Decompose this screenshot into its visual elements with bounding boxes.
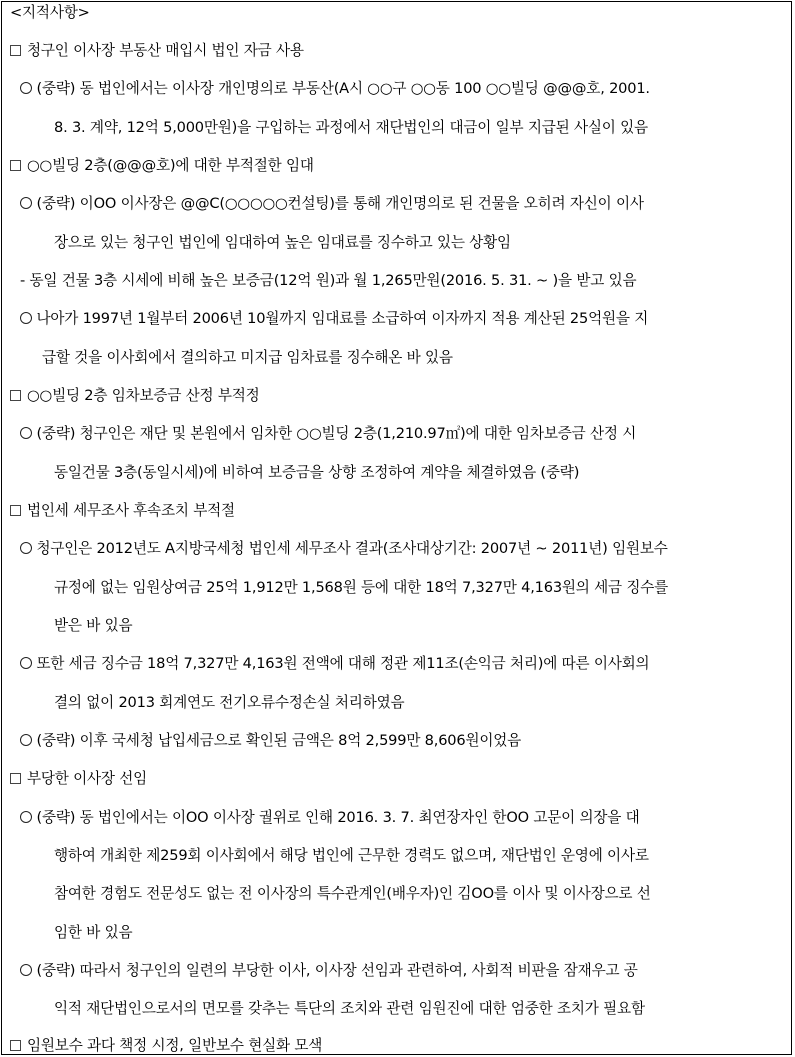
circle-bullet-icon (20, 811, 32, 823)
bullet-continuation: 임한 바 있음 (54, 924, 133, 941)
section-heading-text: 청구인 이사장 부동산 매입시 법인 자금 사용 (27, 42, 304, 59)
bullet-continuation: 참여한 경험도 전문성도 없는 전 이사장의 특수관계인(배우자)인 김OO를 이사 및 이사장으로 선 (54, 885, 651, 902)
section-heading-text: 법인세 세무조사 후속조치 부적절 (27, 502, 235, 519)
section-heading (10, 769, 147, 789)
bullet-line (20, 731, 521, 751)
bullet-continuation: 동일건물 3층(동일시세)에 비하여 보증금을 상향 조정하여 계약을 체결하였음 (중략) (54, 464, 580, 481)
bullet-continuation: 받은 바 있음 (54, 617, 133, 634)
circle-bullet-icon (20, 542, 32, 554)
section-heading (10, 41, 304, 61)
bullet-continuation: 장으로 있는 청구인 법인에 임대하여 높은 임대료를 징수하고 있는 상황임 (54, 234, 511, 251)
bullet-text: (중략) 동 법인에서는 이사장 개인명의로 부동산(A시 ○○구 ○○동 100 ○○빌딩 @@@호, 2001. (36, 80, 650, 97)
bullet-line (20, 79, 650, 99)
bullet-line (20, 424, 636, 444)
bullet-line (20, 539, 668, 559)
bullet-line (20, 309, 648, 329)
circle-bullet-icon (20, 657, 32, 669)
circle-bullet-icon (20, 197, 32, 209)
bullet-text: (중략) 청구인은 재단 및 본원에서 임차한 ○○빌딩 2층(1,210.97㎡)에 대한 임차보증금 산정 시 (36, 425, 637, 442)
section-heading-text: 부당한 이사장 선임 (27, 770, 148, 787)
section-heading (10, 156, 314, 176)
bullet-continuation: 8. 3. 계약, 12억 5,000만원)을 구입하는 과정에서 재단법인의 대금이 일부 지급된 사실이 있음 (54, 119, 648, 136)
section-heading-text: 임원보수 과다 책정 시정, 일반보수 현실화 모색 (27, 1037, 323, 1054)
bullet-continuation: 익적 재단법인으로서의 면모를 갖추는 특단의 조치와 관련 임원진에 대한 엄중한 조치가 필요함 (54, 1000, 645, 1017)
bullet-text: (중략) 따라서 청구인의 일련의 부당한 이사, 이사장 선임과 관련하여, 사회적 비판을 잠재우고 공 (36, 962, 638, 979)
bullet-line (20, 961, 638, 981)
bullet-continuation: 규정에 없는 임원상여금 25억 1,912만 1,568원 등에 대한 18억 7,327만 4,163원의 세금 징수를 (54, 579, 669, 596)
circle-bullet-icon (20, 427, 32, 439)
circle-bullet-icon (20, 734, 32, 746)
bullet-text: 또한 세금 징수금 18억 7,327만 4,163원 전액에 대해 정관 제11조(손익금 처리)에 따른 이사회의 (36, 655, 650, 672)
bullet-text: 나아가 1997년 1월부터 2006년 10월까지 임대료를 소급하여 이자까지 적용 계산된 25억원을 지 (36, 310, 649, 327)
bullet-continuation: 행하여 개최한 제259회 이사회에서 해당 법인에 근무한 경력도 없으며, 재단법인 운영에 이사로 (54, 847, 649, 864)
circle-bullet-icon (20, 82, 32, 94)
bullet-continuation: 결의 없이 2013 회계연도 전기오류수정손실 처리하였음 (54, 694, 405, 711)
checkbox-icon (10, 45, 21, 56)
section-heading (10, 386, 260, 406)
bullet-line (20, 194, 644, 214)
bullet-text: (중략) 이OO 이사장은 @@C(○○○○○컨설팅)를 통해 개인명의로 된 건물을 오히려 자신이 이사 (36, 195, 644, 212)
bullet-line (20, 654, 649, 674)
section-heading (10, 501, 235, 521)
document-page (1, 1, 792, 1055)
bullet-line (20, 808, 640, 828)
checkbox-icon (10, 1040, 21, 1051)
bullet-text: (중략) 동 법인에서는 이OO 이사장 궐위로 인해 2016. 3. 7. 최연장자인 한OO 고문이 의장을 대 (36, 809, 640, 826)
bullet-text: (중략) 이후 국세청 납입세금으로 확인된 금액은 8억 2,599만 8,606원이었음 (36, 732, 522, 749)
bullet-continuation: 급할 것을 이사회에서 결의하고 미지급 임차료를 징수해온 바 있음 (42, 349, 453, 366)
bullet-text: 청구인은 2012년도 A지방국세청 법인세 세무조사 결과(조사대상기간: 2007년 ~ 2011년) 임원보수 (36, 540, 668, 557)
section-heading-text: ○○빌딩 2층 임차보증금 산정 부적정 (27, 387, 260, 404)
document-title: <지적사항> (10, 4, 90, 21)
circle-bullet-icon (20, 312, 32, 324)
section-heading (10, 1036, 322, 1055)
checkbox-icon (10, 390, 21, 401)
dash-item: - 동일 건물 3층 시세에 비해 높은 보증금(12억 원)과 월 1,265만원(2016. 5. 31. ~ )을 받고 있음 (20, 272, 637, 289)
section-heading-text: ○○빌딩 2층(@@@호)에 대한 부적절한 임대 (27, 157, 314, 174)
checkbox-icon (10, 160, 21, 171)
circle-bullet-icon (20, 964, 32, 976)
checkbox-icon (10, 773, 21, 784)
checkbox-icon (10, 505, 21, 516)
